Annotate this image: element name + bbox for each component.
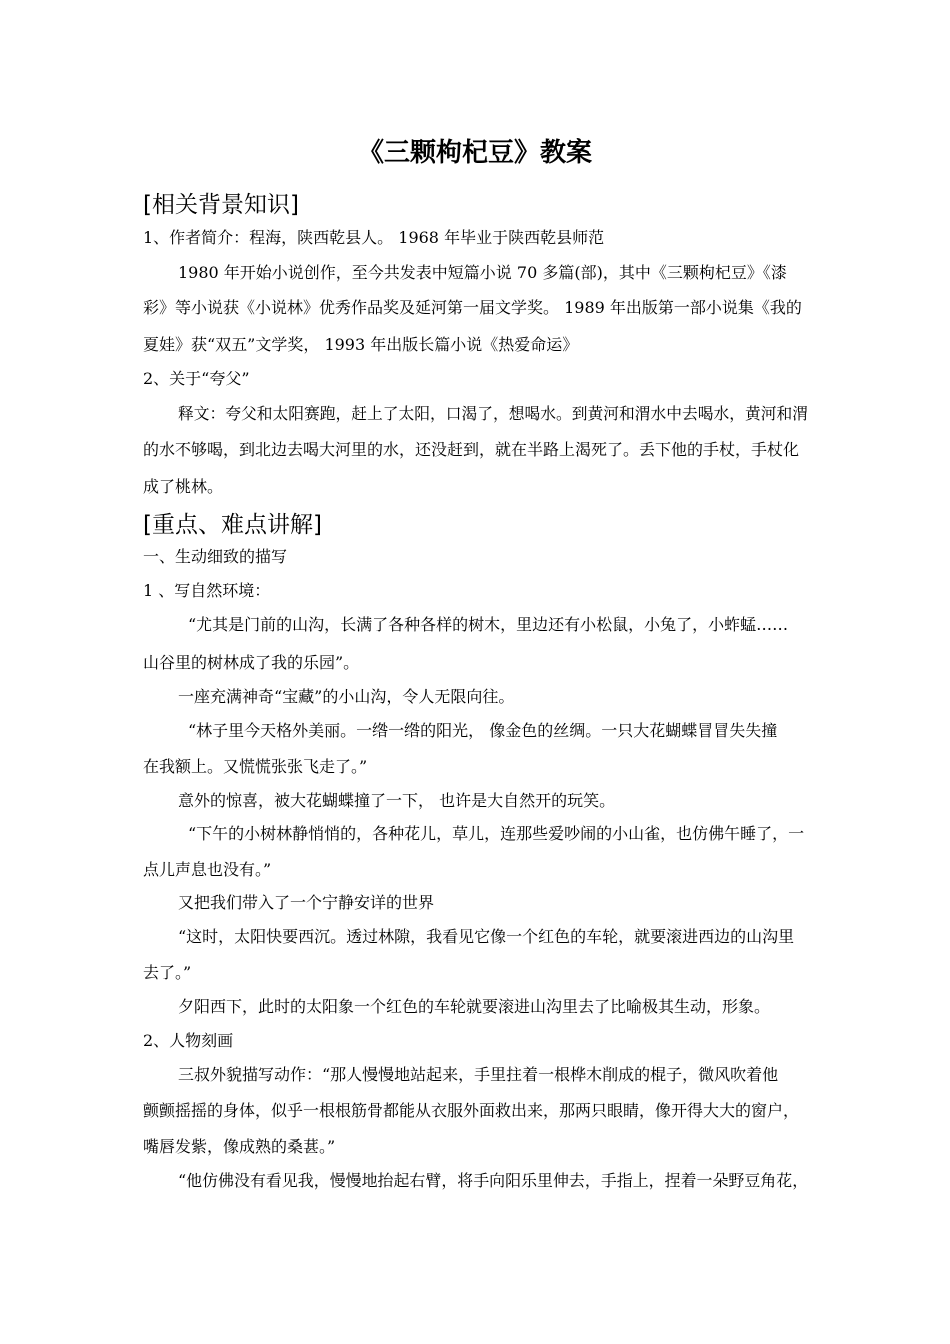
paragraph-line: 意外的惊喜，被大花蝴蝶撞了一下， 也许是大自然开的玩笑。 <box>178 791 616 810</box>
paragraph-line: 释文：夸父和太阳赛跑，赶上了太阳，口渴了，想喝水。到黄河和渭水中去喝水，黄河和渭 <box>178 404 809 423</box>
paragraph-line: 三叔外貌描写动作：“那人慢慢地站起来，手里拄着一根桦木削成的棍子，微风吹着他 <box>178 1065 779 1084</box>
quote-line: 去了。” <box>143 963 192 982</box>
paragraph-line: 一、生动细致的描写 <box>143 547 288 566</box>
paragraph-line: 2、人物刻画 <box>143 1031 234 1050</box>
paragraph-line: 的水不够喝，到北边去喝大河里的水，还没赶到，就在半路上渴死了。丢下他的手杖，手杖化 <box>143 440 800 459</box>
quote-line: “尤其是门前的山沟，长满了各种各样的树木，里边还有小松鼠，小兔了，小蚱蜢…… <box>188 615 789 634</box>
paragraph-line: 夕阳西下，此时的太阳象一个红色的车轮就要滚进山沟里去了比喻极其生动，形象。 <box>178 997 771 1016</box>
paragraph-line: 1 、写自然环境： <box>143 581 271 600</box>
paragraph-line: 1980 年开始小说创作，至今共发表中短篇小说 70 多篇(部)，其中《三颗枸杞豆》《漆 <box>178 263 787 282</box>
paragraph-line: 2、关于“夸父” <box>143 369 250 388</box>
quote-line: “下午的小树林静悄悄的，各种花儿，草儿，连那些爱吵闹的小山雀，也仿佛午睡了，一 <box>188 824 805 843</box>
paragraph-line: 夏娃》获“双五”文学奖， 1993 年出版长篇小说《热爱命运》 <box>143 335 579 354</box>
paragraph-line: 又把我们带入了一个宁静安详的世界 <box>178 893 435 912</box>
quote-line: 山谷里的树林成了我的乐园”。 <box>143 653 360 672</box>
paragraph-line: 嘴唇发紫，像成熟的桑葚。” <box>143 1137 336 1156</box>
quote-line: 点儿声息也没有。” <box>143 860 272 879</box>
section-heading-background: [相关背景知识] <box>143 192 299 218</box>
paragraph-line: 颤颤摇摇的身体，似乎一根根筋骨都能从衣服外面救出来，那两只眼睛，像开得大大的窗户， <box>143 1101 800 1120</box>
document-title: 《三颗枸杞豆》教案 <box>357 138 592 168</box>
paragraph-line: 1、作者简介：程海，陕西乾县人。 1968 年毕业于陕西乾县师范 <box>143 228 605 247</box>
quote-line: “林子里今天格外美丽。一绺一绺的阳光， 像金色的丝绸。一只大花蝴蝶冒冒失失撞 <box>188 721 778 740</box>
paragraph-line: 一座充满神奇“宝藏”的小山沟，令人无限向往。 <box>178 687 515 706</box>
quote-line: “他仿佛没有看见我，慢慢地抬起右臂，将手向阳乐里伸去，手指上，捏着一朵野豆角花， <box>178 1171 809 1190</box>
section-heading-key-points: [重点、难点讲解] <box>143 512 322 538</box>
paragraph-line: 成了桃林。 <box>143 477 224 496</box>
quote-line: 在我额上。又慌慌张张飞走了。” <box>143 757 368 776</box>
quote-line: “这时，太阳快要西沉。透过林隙，我看见它像一个红色的车轮，就要滚进西边的山沟里 <box>178 927 795 946</box>
paragraph-line: 彩》等小说获《小说林》优秀作品奖及延河第一届文学奖。 1989 年出版第一部小说集《我的 <box>143 298 802 317</box>
